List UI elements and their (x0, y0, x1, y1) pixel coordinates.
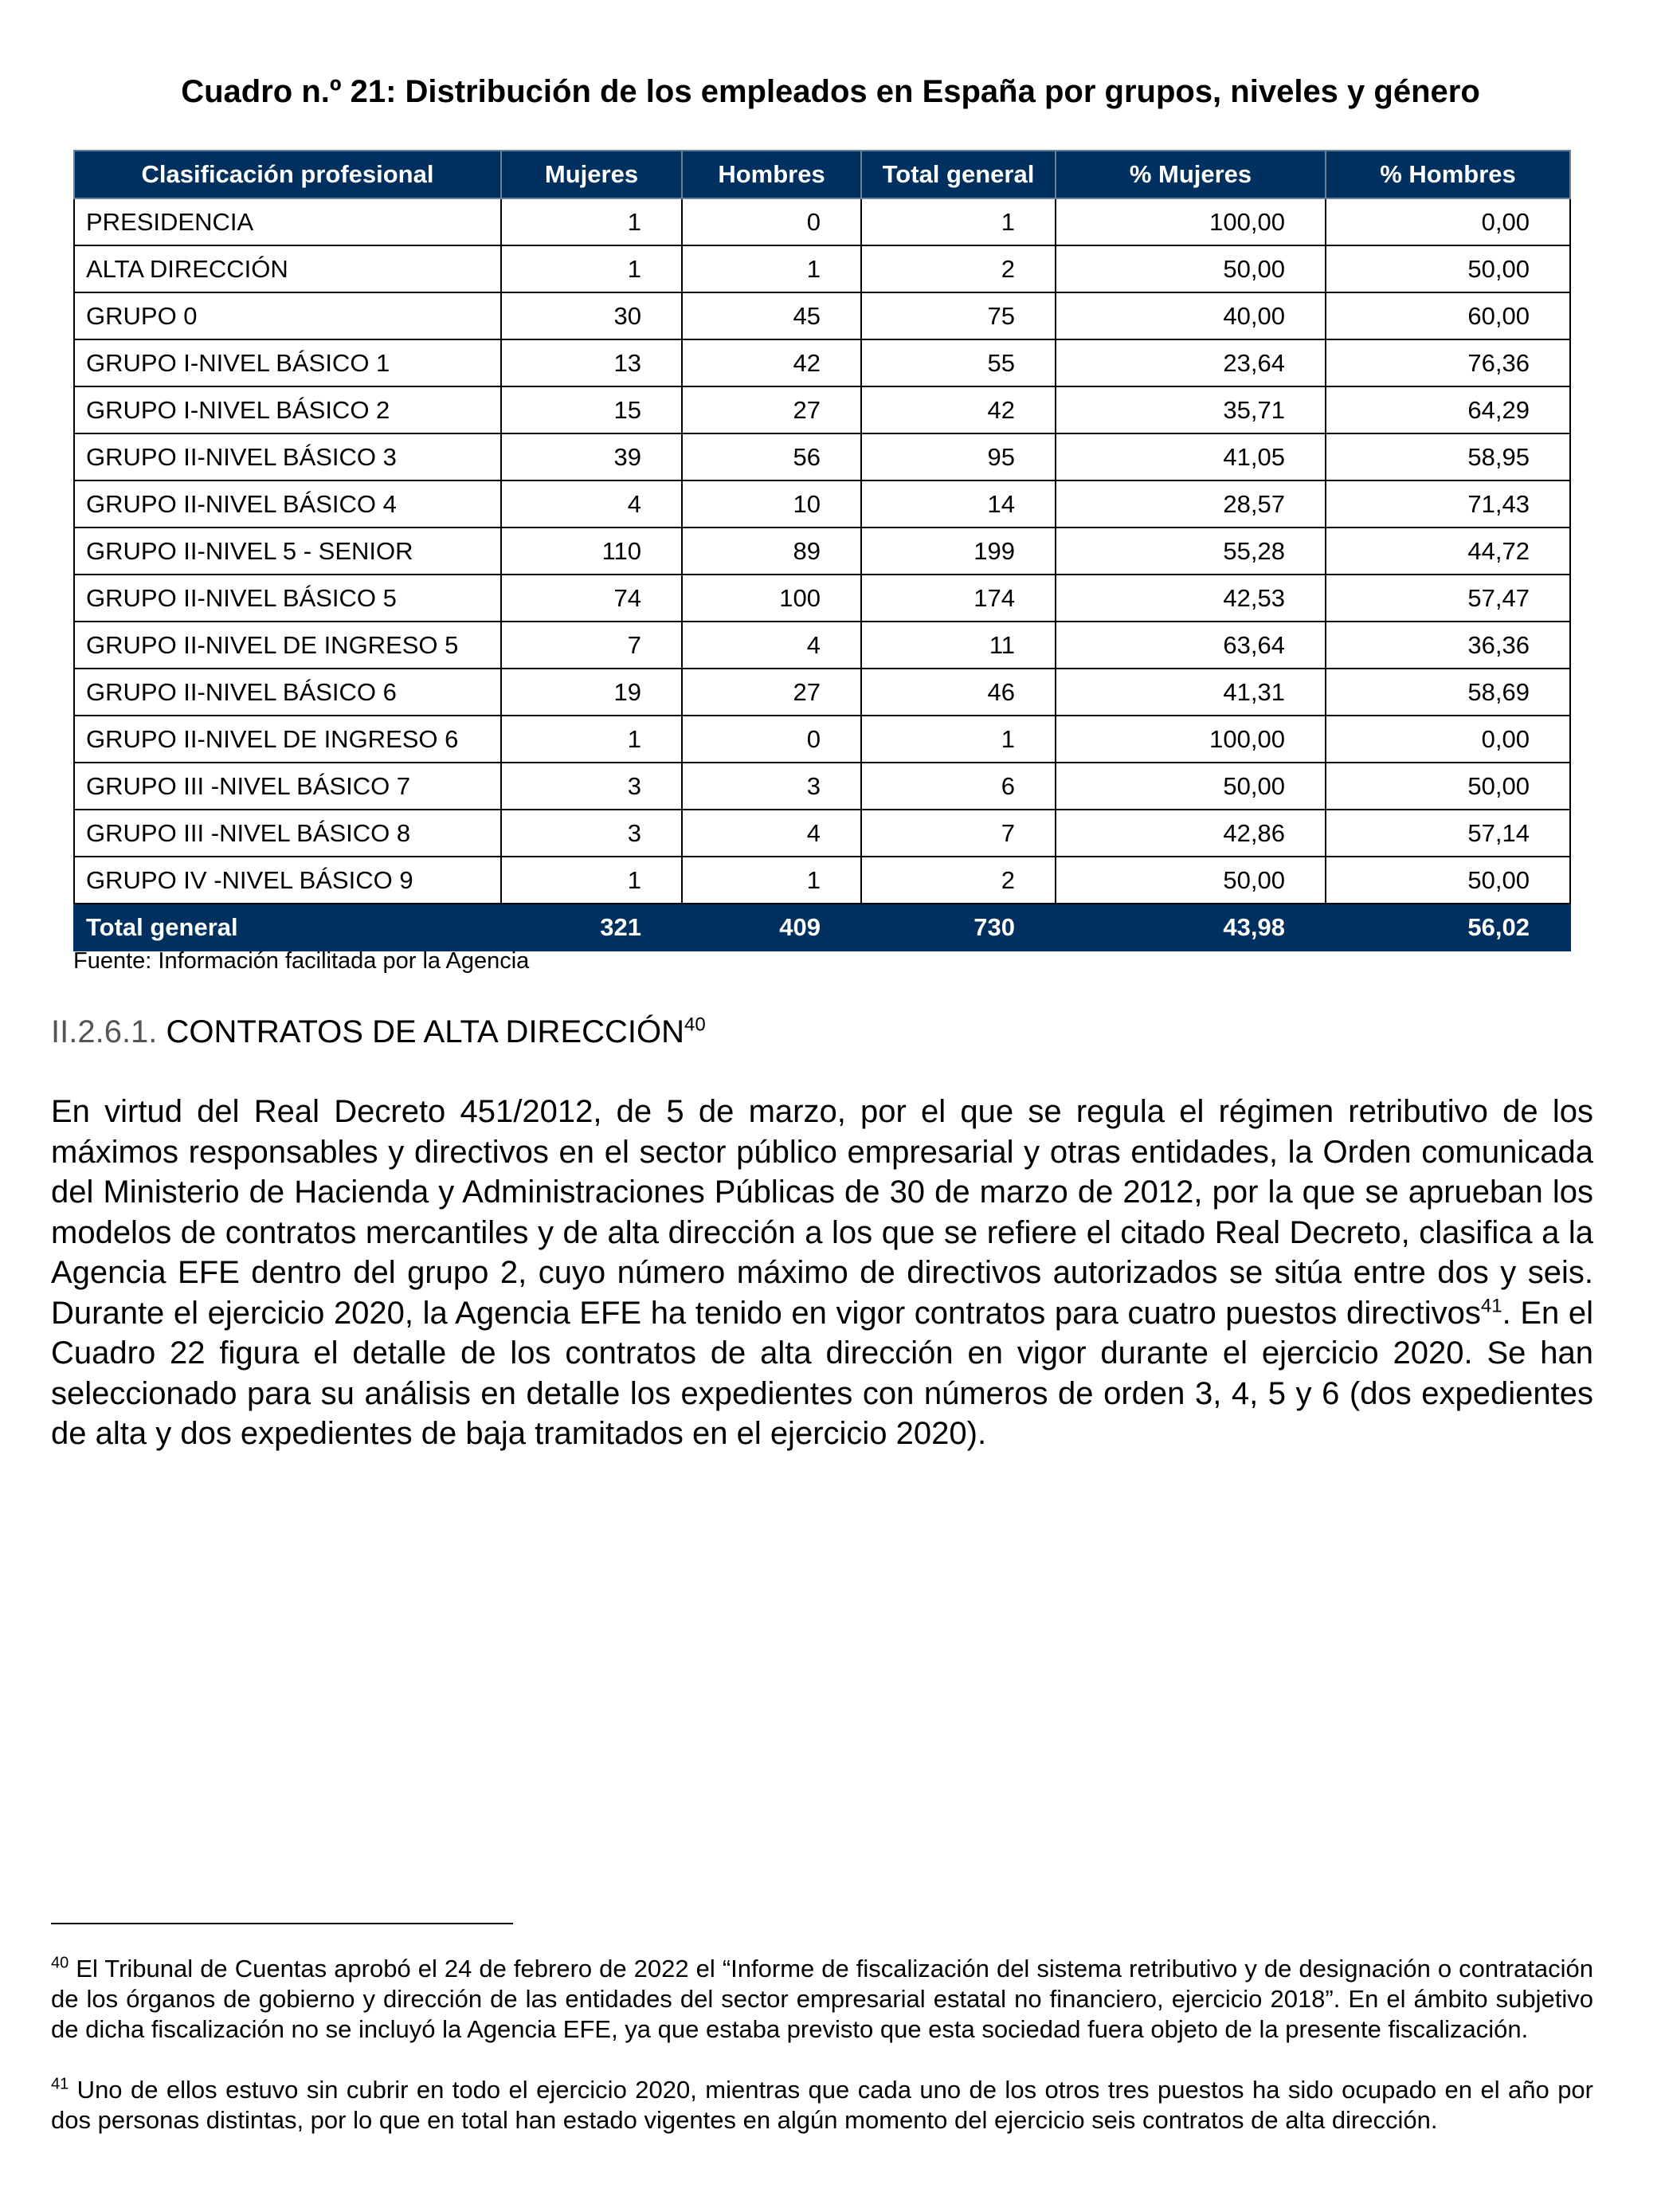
table-cell: 1 (501, 245, 682, 292)
table-cell: 4 (682, 622, 861, 669)
table-cell: 1 (682, 245, 861, 292)
table-cell: 3 (501, 810, 682, 857)
table-cell: 42 (682, 339, 861, 386)
footnote-separator (51, 1923, 513, 1924)
table-row (74, 528, 1570, 575)
column-header: Hombres (682, 151, 861, 198)
table-cell: 58,95 (1326, 433, 1570, 480)
employee-distribution-table (73, 150, 1571, 951)
table-cell: GRUPO IV -NIVEL BÁSICO 9 (74, 857, 501, 904)
table-cell: GRUPO II-NIVEL BÁSICO 6 (74, 669, 501, 716)
table-cell: 76,36 (1326, 339, 1570, 386)
table-cell: 89 (682, 528, 861, 575)
table-row (74, 433, 1570, 480)
table-cell: 40,00 (1056, 292, 1326, 339)
footnote-ref: 41 (1480, 1295, 1502, 1317)
table-cell: 55,28 (1056, 528, 1326, 575)
table-cell: 14 (861, 480, 1056, 528)
table-cell: 730 (861, 904, 1056, 951)
section-number: II.2.6.1. (51, 1014, 158, 1049)
table-cell: 75 (861, 292, 1056, 339)
table-cell: 1 (501, 716, 682, 763)
table-cell: 41,05 (1056, 433, 1326, 480)
footnote-number: 41 (51, 2075, 69, 2093)
table-cell: 15 (501, 386, 682, 433)
table-cell: 19 (501, 669, 682, 716)
table-cell: 60,00 (1326, 292, 1570, 339)
table-cell: 45 (682, 292, 861, 339)
footnote-number: 40 (51, 1954, 69, 1972)
footnote-text: Uno de ellos estuvo sin cubrir en todo el ejercicio 2020, mientras que cada uno de los otros tres puestos ha sido ocupado en el año por dos personas distintas, por lo que en total han estado vigentes en algún momento del ejercicio seis contratos de alta dirección. (51, 2076, 1593, 2134)
table-cell: 6 (861, 763, 1056, 810)
table-cell: 28,57 (1056, 480, 1326, 528)
table-cell: 4 (682, 810, 861, 857)
table-cell: 39 (501, 433, 682, 480)
table-cell: 2 (861, 857, 1056, 904)
table-cell: 44,72 (1326, 528, 1570, 575)
table-cell: 50,00 (1056, 245, 1326, 292)
table-cell: 1 (501, 198, 682, 245)
table-cell: 3 (501, 763, 682, 810)
table-cell: GRUPO II-NIVEL BÁSICO 3 (74, 433, 501, 480)
table-cell: ALTA DIRECCIÓN (74, 245, 501, 292)
table-cell: GRUPO II-NIVEL BÁSICO 4 (74, 480, 501, 528)
table-cell: 56,02 (1326, 904, 1570, 951)
table-cell: 1 (682, 857, 861, 904)
table-row (74, 622, 1570, 669)
footnote (51, 2075, 1593, 2136)
table-cell: 58,69 (1326, 669, 1570, 716)
table-cell: 0,00 (1326, 716, 1570, 763)
table-row (74, 810, 1570, 857)
table-row (74, 339, 1570, 386)
table-cell: 36,36 (1326, 622, 1570, 669)
table-cell: 0 (682, 716, 861, 763)
table-cell: 13 (501, 339, 682, 386)
table-cell: GRUPO II-NIVEL BÁSICO 5 (74, 575, 501, 622)
column-header: Mujeres (501, 151, 682, 198)
table-cell: 100 (682, 575, 861, 622)
table-cell: 35,71 (1056, 386, 1326, 433)
table-cell: 50,00 (1056, 857, 1326, 904)
table-cell: 110 (501, 528, 682, 575)
table-row (74, 575, 1570, 622)
table-row (74, 245, 1570, 292)
table-cell: 1 (861, 716, 1056, 763)
footnote-ref: 40 (684, 1014, 706, 1036)
table-row (74, 669, 1570, 716)
table-cell: 42,53 (1056, 575, 1326, 622)
table-row (74, 716, 1570, 763)
table-source-note: Fuente: Información facilitada por la Agencia (73, 948, 530, 974)
table-cell: 50,00 (1056, 763, 1326, 810)
table-cell: GRUPO II-NIVEL 5 - SENIOR (74, 528, 501, 575)
column-header: % Mujeres (1056, 151, 1326, 198)
table-cell: 100,00 (1056, 198, 1326, 245)
table-cell: PRESIDENCIA (74, 198, 501, 245)
footnote-text: El Tribunal de Cuentas aprobó el 24 de febrero de 2022 el “Informe de fiscalización del sistema retributivo y de designación o contratación de los órganos de gobierno y dirección de las entidades del sector empresarial estatal no financiero, ejercicio 2018”. En el ámbito subjetivo de dicha fiscalización no se incluyó la Agencia EFE, ya que estaba previsto que esta sociedad fuera objeto de la presente fiscalización. (51, 1955, 1593, 2043)
table-row (74, 198, 1570, 245)
table-cell: 57,47 (1326, 575, 1570, 622)
table-cell: 174 (861, 575, 1056, 622)
column-header: Clasificación profesional (74, 151, 501, 198)
table-cell: 100,00 (1056, 716, 1326, 763)
table-row (74, 292, 1570, 339)
table-cell: 30 (501, 292, 682, 339)
table-cell: 95 (861, 433, 1056, 480)
table-total-row (74, 904, 1570, 951)
table-cell: 7 (501, 622, 682, 669)
table-cell: 2 (861, 245, 1056, 292)
table-cell: GRUPO III -NIVEL BÁSICO 7 (74, 763, 501, 810)
column-header: Total general (861, 151, 1056, 198)
table-cell: 56 (682, 433, 861, 480)
table-cell: 46 (861, 669, 1056, 716)
table-cell: 41,31 (1056, 669, 1326, 716)
table-cell: 63,64 (1056, 622, 1326, 669)
table-row (74, 386, 1570, 433)
table-cell: GRUPO III -NIVEL BÁSICO 8 (74, 810, 501, 857)
table-cell: 50,00 (1326, 245, 1570, 292)
table-cell: 27 (682, 669, 861, 716)
table-row (74, 480, 1570, 528)
table-row (74, 857, 1570, 904)
table-cell: 74 (501, 575, 682, 622)
table-cell: 3 (682, 763, 861, 810)
body-paragraph (51, 1092, 1593, 1454)
table-cell: 1 (861, 198, 1056, 245)
table-header-row (74, 151, 1570, 198)
table-cell: 409 (682, 904, 861, 951)
table-cell: 7 (861, 810, 1056, 857)
table-row (74, 763, 1570, 810)
table-cell: 27 (682, 386, 861, 433)
body-text-part: En virtud del Real Decreto 451/2012, de 5 de marzo, por el que se regula el régimen retributivo de los máximos responsables y directivos en el sector público empresarial y otras entidades, la Orden comunicada del Ministerio de Hacienda y Administraciones Públicas de 30 de marzo de 2012, por la que se aprueban los modelos de contratos mercantiles y de alta dirección a los que se refiere el citado Real Decreto, clasifica a la Agencia EFE dentro del grupo 2, cuyo número máximo de directivos autorizados se sitúa entre dos y seis. Durante el ejercicio 2020, la Agencia EFE ha tenido en vigor contratos para cuatro puestos directivos (51, 1094, 1593, 1331)
table-cell: 57,14 (1326, 810, 1570, 857)
table-cell: 4 (501, 480, 682, 528)
table-cell: 10 (682, 480, 861, 528)
table-cell: Total general (74, 904, 501, 951)
table-cell: GRUPO I-NIVEL BÁSICO 2 (74, 386, 501, 433)
table-cell: 321 (501, 904, 682, 951)
table-cell: 50,00 (1326, 857, 1570, 904)
table-cell: 50,00 (1326, 763, 1570, 810)
table-cell: 42,86 (1056, 810, 1326, 857)
table-cell: GRUPO I-NIVEL BÁSICO 1 (74, 339, 501, 386)
table-cell: 0 (682, 198, 861, 245)
table-cell: GRUPO II-NIVEL DE INGRESO 5 (74, 622, 501, 669)
table-cell: 43,98 (1056, 904, 1326, 951)
body-text-part: . En el Cuadro 22 figura el detalle de los contratos de alta dirección en vigor durante el ejercicio 2020. Se han seleccionado para su análisis en detalle los expedientes con números de orden 3, 4, 5 y 6 (dos expedientes de alta y dos expedientes de baja tramitados en el ejercicio 2020). (51, 1295, 1593, 1451)
table-cell: GRUPO 0 (74, 292, 501, 339)
table-cell: 55 (861, 339, 1056, 386)
footnote (51, 1954, 1593, 2045)
table-cell: 11 (861, 622, 1056, 669)
table-cell: 0,00 (1326, 198, 1570, 245)
table-cell: 199 (861, 528, 1056, 575)
table-cell: 23,64 (1056, 339, 1326, 386)
table-cell: 71,43 (1326, 480, 1570, 528)
table-cell: GRUPO II-NIVEL DE INGRESO 6 (74, 716, 501, 763)
column-header: % Hombres (1326, 151, 1570, 198)
section-heading (51, 1012, 706, 1052)
table-cell: 42 (861, 386, 1056, 433)
table-cell: 64,29 (1326, 386, 1570, 433)
table-title: Cuadro n.º 21: Distribución de los empleados en España por grupos, niveles y género (181, 74, 1480, 109)
table-cell: 1 (501, 857, 682, 904)
section-title: CONTRATOS DE ALTA DIRECCIÓN (157, 1014, 685, 1049)
